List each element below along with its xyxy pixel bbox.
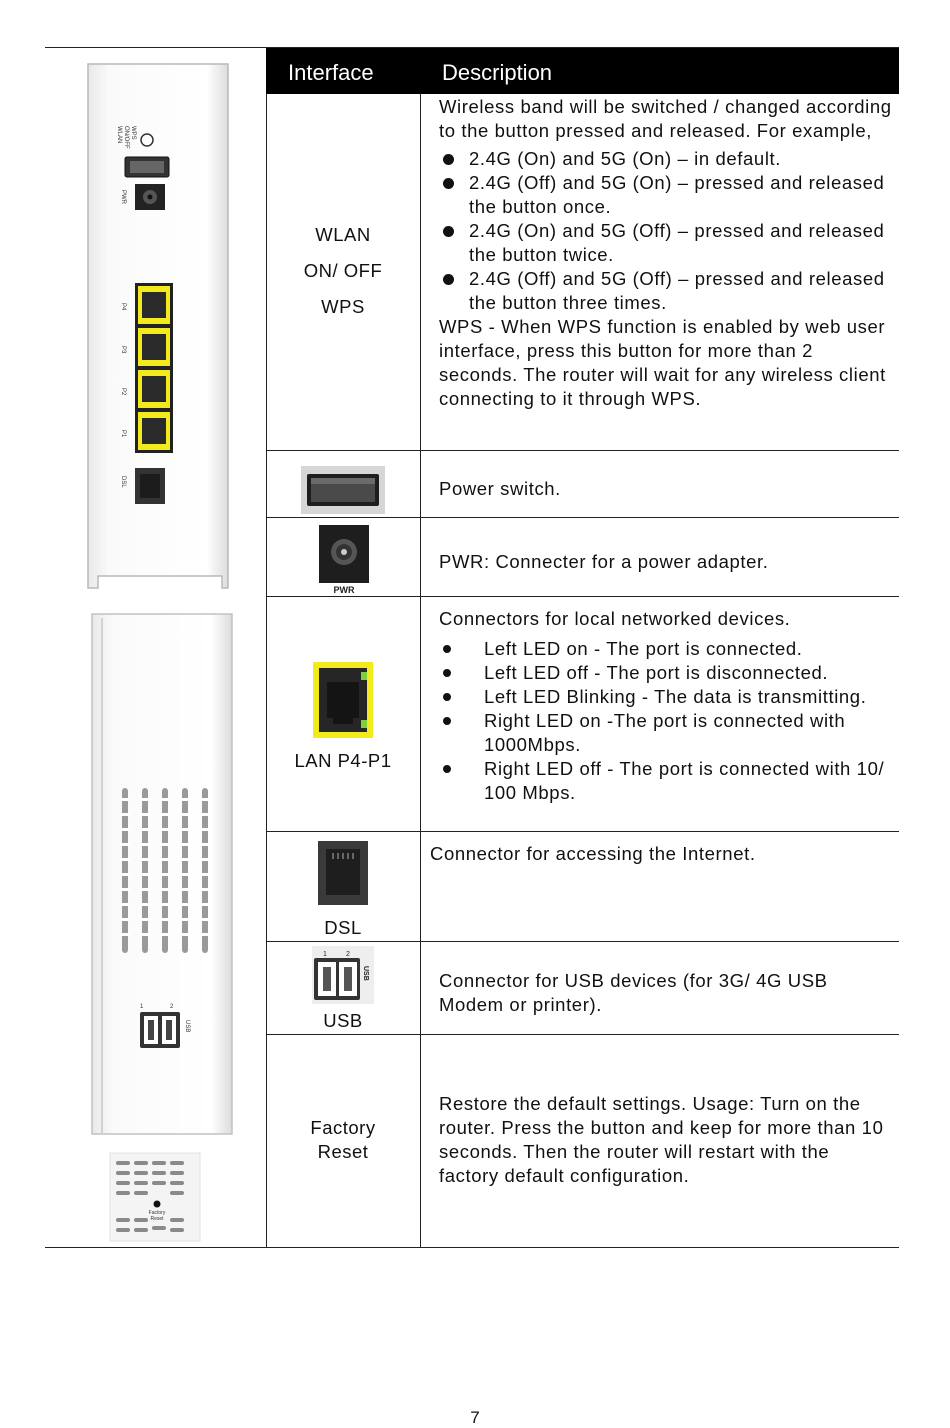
device-label-wps: WPS <box>130 126 136 140</box>
device-label-onoff: ON/OFF <box>123 126 129 149</box>
usb-icon-number-2: 2 <box>346 951 350 958</box>
row-divider <box>266 517 899 518</box>
usb-icon-number-1: 1 <box>323 951 327 958</box>
device-label-usb-2: 2 <box>170 1004 174 1010</box>
wlan-label-line: ON/ OFF <box>303 260 383 281</box>
pwr-icon-label: PWR <box>333 585 355 595</box>
device-label-p3: P3 <box>120 346 126 354</box>
dsl-description: Connector for accessing the Internet. <box>430 843 756 864</box>
page-number: 7 <box>470 1408 480 1427</box>
device-label-p4: P4 <box>120 303 126 311</box>
device-label-p2: P2 <box>120 388 126 396</box>
reset-label-line: Factory <box>310 1117 376 1138</box>
device-label-usb-1: 1 <box>140 1004 144 1010</box>
device-label-factory: Factory <box>148 1210 166 1216</box>
row-divider <box>266 831 899 832</box>
header-interface: Interface <box>288 60 374 85</box>
device-label-reset: Reset <box>150 1216 164 1222</box>
usb-icon-label: USB <box>362 966 369 981</box>
wlan-description <box>439 95 894 411</box>
usb-ports-icon <box>312 946 374 1004</box>
dsl-interface-label: DSL <box>324 917 362 938</box>
wlan-bullet: 2.4G (Off) and 5G (On) – pressed and released the button once. <box>439 171 894 219</box>
reset-interface-label <box>266 1116 420 1164</box>
usb-description: Connector for USB devices (for 3G/ 4G USB Modem or printer). <box>439 970 828 1015</box>
reset-description: Restore the default settings. Usage: Turn on the router. Press the button and keep for more than 10 seconds. Then the router will restart with the factory default configuration. <box>439 1093 884 1186</box>
column-divider-middle <box>420 94 421 1247</box>
lan-description <box>439 607 894 805</box>
device-label-usb: USB <box>184 1020 190 1033</box>
lan-bullet: Left LED on - The port is connected. <box>439 637 894 661</box>
lan-interface-label: LAN P4-P1 <box>294 750 392 771</box>
router-back-panel-illustration <box>80 58 240 1248</box>
lan-intro: Connectors for local networked devices. <box>439 608 791 629</box>
usb-interface-label: USB <box>323 1010 363 1031</box>
wlan-bullet: 2.4G (Off) and 5G (Off) – pressed and released the button three times. <box>439 267 894 315</box>
reset-label-line: Reset <box>317 1141 369 1162</box>
header-description: Description <box>442 60 553 85</box>
pwr-jack-icon <box>318 524 370 596</box>
device-label-pwr: PWR <box>120 190 126 204</box>
power-switch-icon <box>301 466 385 514</box>
dsl-port-icon <box>318 841 368 905</box>
lan-bullet: Right LED off - The port is connected with 10/ 100 Mbps. <box>439 757 894 805</box>
lan-bullet: Left LED Blinking - The data is transmitting. <box>439 685 894 709</box>
pwr-description: PWR: Connecter for a power adapter. <box>439 551 769 572</box>
wlan-bullet: 2.4G (On) and 5G (On) – in default. <box>439 147 894 171</box>
device-label-wlan: WLAN <box>116 126 122 144</box>
row-divider <box>266 450 899 451</box>
lan-bullet: Left LED off - The port is disconnected. <box>439 661 894 685</box>
device-label-dsl: DSL <box>120 476 126 488</box>
lan-bullet: Right LED on -The port is connected with 1000Mbps. <box>439 709 894 757</box>
wlan-label-line: WLAN <box>315 224 371 245</box>
row-divider <box>266 596 899 597</box>
power-switch-description: Power switch. <box>439 478 561 499</box>
wlan-bullet: 2.4G (On) and 5G (Off) – pressed and released the button twice. <box>439 219 894 267</box>
wlan-label-line: WPS <box>321 296 365 317</box>
wlan-interface-label <box>266 217 420 325</box>
table-header <box>266 48 899 94</box>
device-label-p1: P1 <box>120 430 126 438</box>
wlan-wps-text: WPS - When WPS function is enabled by web user interface, press this button for more than 2 seconds. The router will wait for any wireless client connecting to it through WPS. <box>439 316 886 409</box>
lan-port-icon <box>313 662 373 738</box>
wlan-intro: Wireless band will be switched / changed according to the button pressed and released. For example, <box>439 96 892 141</box>
